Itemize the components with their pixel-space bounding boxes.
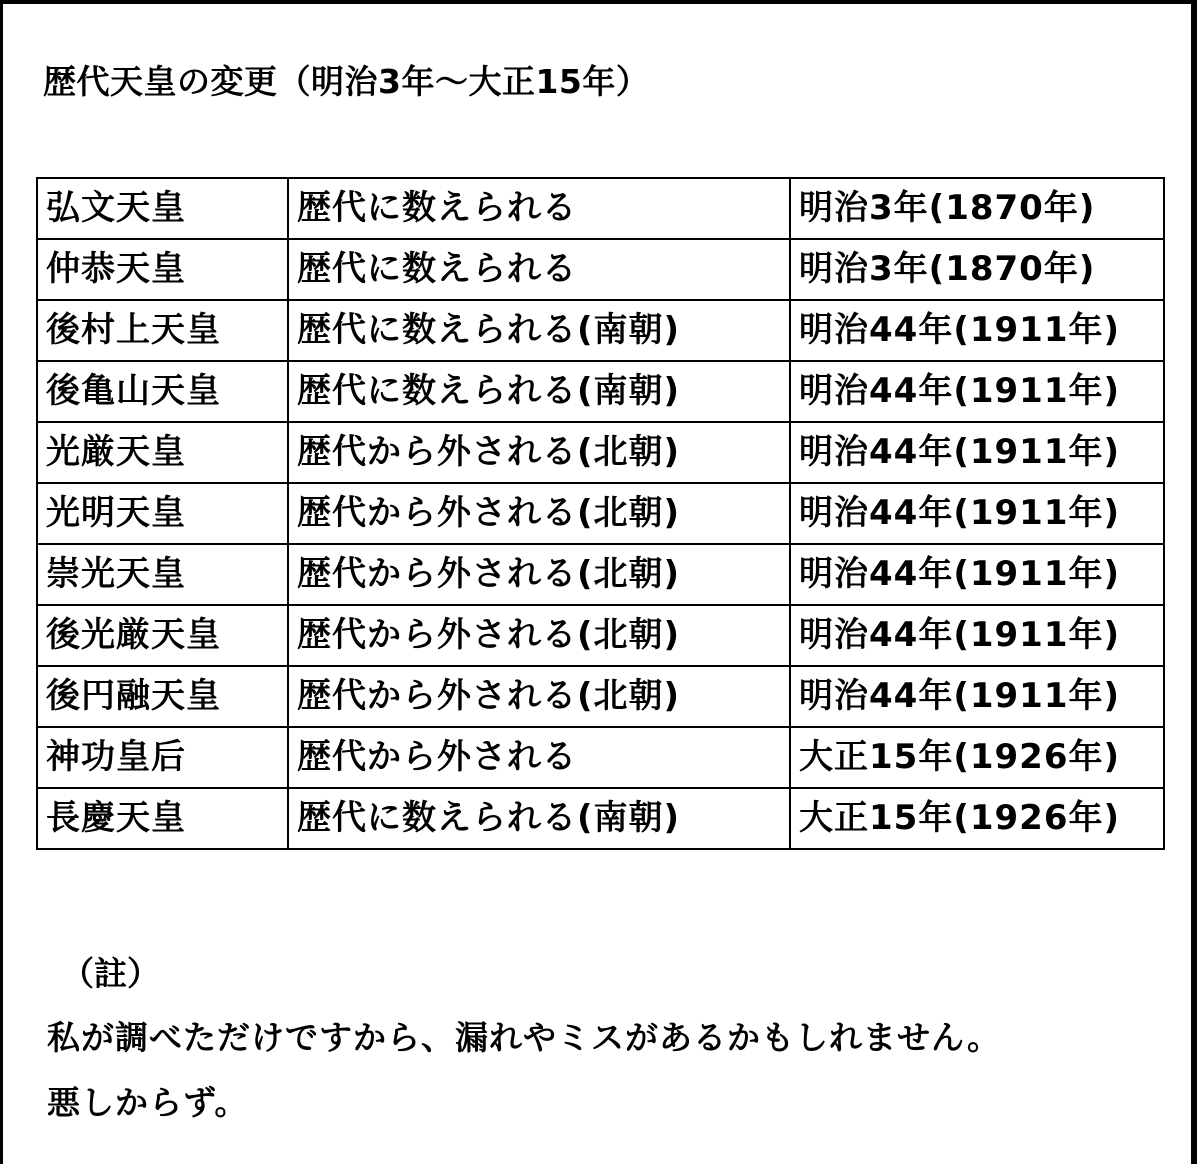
emperor-name-cell: 長慶天皇 [37, 788, 288, 849]
table-row [37, 605, 1164, 666]
change-description-cell: 歴代から外される(北朝) [288, 422, 790, 483]
change-description-cell: 歴代に数えられる(南朝) [288, 300, 790, 361]
change-description-cell: 歴代から外される(北朝) [288, 544, 790, 605]
change-description-cell: 歴代に数えられる(南朝) [288, 361, 790, 422]
change-date-cell: 明治44年(1911年) [790, 666, 1164, 727]
change-date-cell: 明治44年(1911年) [790, 300, 1164, 361]
change-date-cell: 大正15年(1926年) [790, 727, 1164, 788]
change-date-cell: 明治44年(1911年) [790, 544, 1164, 605]
emperor-name-cell: 後円融天皇 [37, 666, 288, 727]
note-text-line-2: 悪しからず。 [47, 1083, 249, 1122]
emperor-name-cell: 後光厳天皇 [37, 605, 288, 666]
table-row [37, 239, 1164, 300]
emperor-change-table [36, 177, 1165, 850]
table-row [37, 300, 1164, 361]
table-body [37, 178, 1164, 849]
change-date-cell: 明治44年(1911年) [790, 483, 1164, 544]
table-row [37, 544, 1164, 605]
change-description-cell: 歴代に数えられる [288, 239, 790, 300]
emperor-name-cell: 後亀山天皇 [37, 361, 288, 422]
table-row [37, 483, 1164, 544]
table-row [37, 361, 1164, 422]
emperor-name-cell: 後村上天皇 [37, 300, 288, 361]
emperor-name-cell: 神功皇后 [37, 727, 288, 788]
change-description-cell: 歴代から外される(北朝) [288, 605, 790, 666]
change-date-cell: 明治44年(1911年) [790, 361, 1164, 422]
change-description-cell: 歴代から外される [288, 727, 790, 788]
table-row [37, 178, 1164, 239]
table-row [37, 666, 1164, 727]
note-text-line-1: 私が調べただけですから、漏れやミスがあるかもしれません。 [47, 1018, 1001, 1057]
document-title: 歴代天皇の変更（明治3年～大正15年） [43, 62, 650, 101]
emperor-name-cell: 仲恭天皇 [37, 239, 288, 300]
change-date-cell: 明治3年(1870年) [790, 239, 1164, 300]
change-description-cell: 歴代に数えられる [288, 178, 790, 239]
change-date-cell: 明治44年(1911年) [790, 422, 1164, 483]
change-description-cell: 歴代から外される(北朝) [288, 666, 790, 727]
emperor-name-cell: 崇光天皇 [37, 544, 288, 605]
change-description-cell: 歴代に数えられる(南朝) [288, 788, 790, 849]
emperor-name-cell: 光明天皇 [37, 483, 288, 544]
change-date-cell: 明治3年(1870年) [790, 178, 1164, 239]
change-description-cell: 歴代から外される(北朝) [288, 483, 790, 544]
document-page [3, 4, 1191, 1164]
emperor-name-cell: 光厳天皇 [37, 422, 288, 483]
table-row [37, 788, 1164, 849]
change-date-cell: 大正15年(1926年) [790, 788, 1164, 849]
change-date-cell: 明治44年(1911年) [790, 605, 1164, 666]
table-row [37, 727, 1164, 788]
emperor-name-cell: 弘文天皇 [37, 178, 288, 239]
table-row [37, 422, 1164, 483]
note-label: （註） [61, 954, 160, 993]
